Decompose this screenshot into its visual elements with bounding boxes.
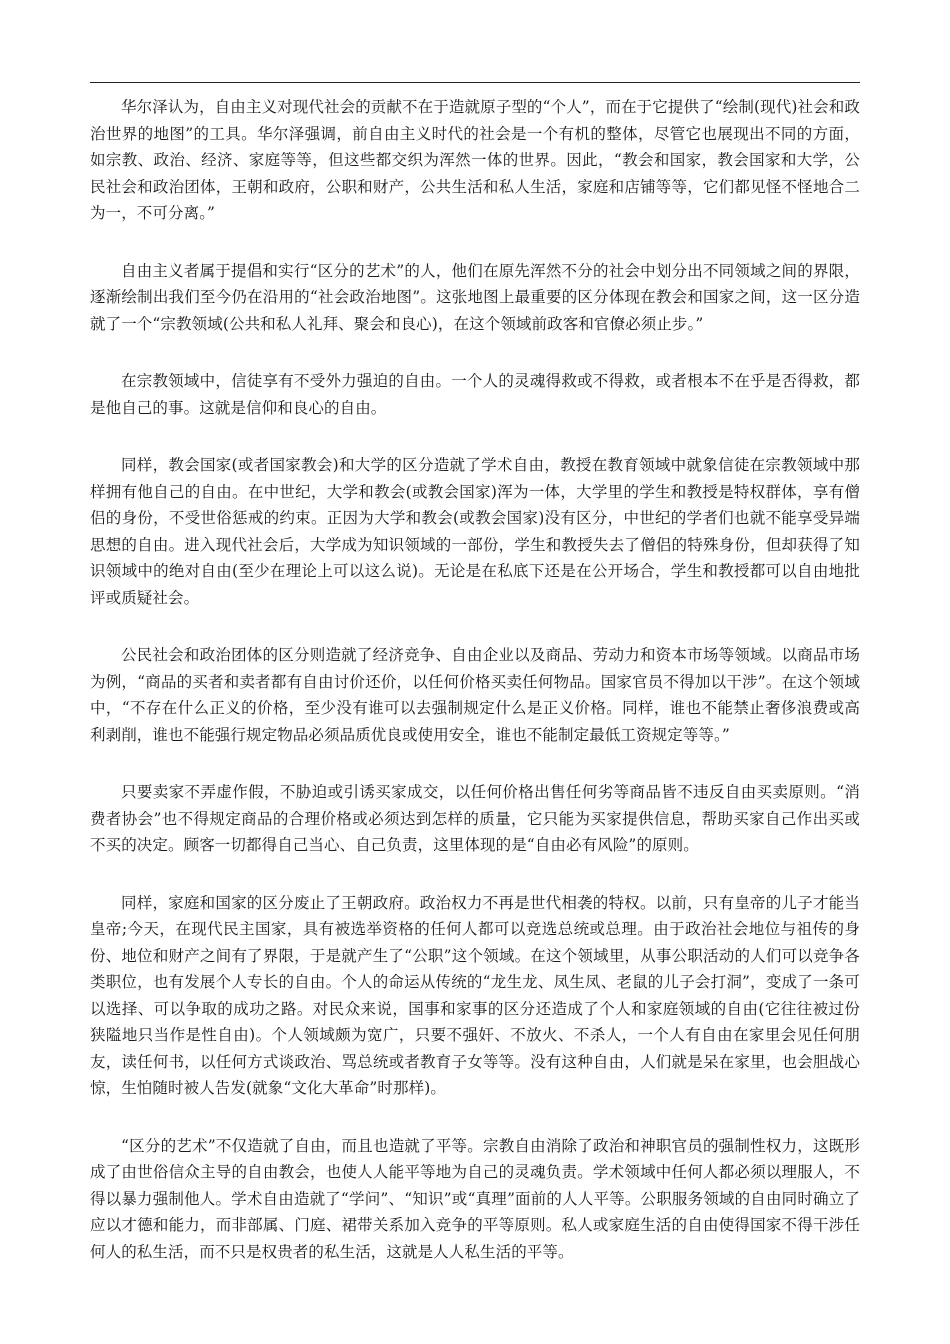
header-rule [90,82,860,83]
paragraph-4: 同样，教会国家(或者国家教会)和大学的区分造就了学术自由，教授在教育领域中就象信徒在宗教领域中那样拥有他自己的自由。在中世纪，大学和教会(或教会国家)浑为一体，大学里的学生和教授是特权群体，享有僧侣的身份，不受世俗惩戒的约束。正因为大学和教会(或教会国家)没有区分，中世纪的学者们也就不能享受异端思想的自由。进入现代社会后，大学成为知识领域的一部份，学生和教授失去了僧侣的特殊身份，但却获得了知识领域中的绝对自由(至少在理论上可以这么说)。无论是在私底下还是在公开场合，学生和教授都可以自由地批评或质疑社会。 [90,456,860,607]
paragraph-5: 公民社会和政治团体的区分则造就了经济竞争、自由企业以及商品、劳动力和资本市场等领域。以商品市场为例，“商品的买者和卖者都有自由讨价还价，以任何价格买卖任何物品。国家官员不得加以干涉”。在这个领域中，“不存在什么正义的价格，至少没有谁可以去强制规定什么是正义价格。同样，谁也不能禁止奢侈浪费或高利剥削，谁也不能强行规定物品必须品质优良或使用安全，谁也不能制定最低工资规定等等。” [90,646,860,744]
paragraph-7: 同样，家庭和国家的区分废止了王朝政府。政治权力不再是世代相袭的特权。以前，只有皇帝的儿子才能当皇帝;今天，在现代民主国家，具有被选举资格的任何人都可以竞选总统或总理。由于政治社会地位与祖传的身份、地位和财产之间有了界限，于是就产生了“公职”这个领域。在这个领域里，从事公职活动的人们可以竞争各类职位，也有发展个人专长的自由。个人的命运从传统的“龙生龙、凤生凤、老鼠的儿子会打洞”，变成了一条可以选择、可以争取的成功之路。对民众来说，国事和家事的区分还造成了个人和家庭领域的自由(它往往被过份狭隘地只当作是性自由)。个人领域颇为宽广，只要不强奸、不放火、不杀人，一个人有自由在家里会见任何朋友，读任何书，以任何方式谈政治、骂总统或者教育子女等等。没有这种自由，人们就是呆在家里，也会胆战心惊，生怕随时被人告发(就象“文化大革命”时那样)。 [90,893,860,1097]
document-body [90,94,860,1296]
paragraph-8: “区分的艺术”不仅造就了自由，而且也造就了平等。宗教自由消除了政治和神职官员的强制性权力，这既形成了由世俗信众主导的自由教会，也使人人能平等地为自己的灵魂负责。学术领域中任何人都必须以理服人，不得以暴力强制他人。学术自由造就了“学问”、“知识”或“真理”面前的人人平等。公职服务领域的自由同时确立了应以才德和能力，而非部属、门庭、裙带关系加入竞争的平等原则。私人或家庭生活的自由使得国家不得干涉任何人的私生活，而不只是权贵者的私生活，这就是人人私生活的平等。 [90,1136,860,1261]
paragraph-6: 只要卖家不弄虚作假，不胁迫或引诱买家成交，以任何价格出售任何劣等商品皆不违反自由买卖原则。“消费者协会”也不得规定商品的合理价格或必须达到怎样的质量，它只能为买家提供信息，帮助买家自己作出买或不买的决定。顾客一切都得自己当心、自己负责，这里体现的是“自由必有风险”的原则。 [90,783,860,854]
paragraph-1: 华尔泽认为，自由主义对现代社会的贡献不在于造就原子型的“个人”，而在于它提供了“绘制(现代)社会和政治世界的地图”的工具。华尔泽强调，前自由主义时代的社会是一个有机的整体，尽管它也展现出不同的方面，如宗教、政治、经济、家庭等等，但这些都交织为浑然一体的世界。因此，“教会和国家，教会国家和大学，公民社会和政治团体，王朝和政府，公职和财产，公共生活和私人生活，家庭和店铺等等，它们都见怪不怪地合二为一，不可分离。” [90,98,860,222]
paragraph-3: 在宗教领域中，信徒享有不受外力强迫的自由。一个人的灵魂得救或不得救，或者根本不在乎是否得救，都是他自己的事。这就是信仰和良心的自由。 [90,372,860,417]
paragraph-2: 自由主义者属于提倡和实行“区分的艺术”的人，他们在原先浑然不分的社会中划分出不同领域之间的界限，逐渐绘制出我们至今仍在沿用的“社会政治地图”。这张地图上最重要的区分体现在教会和国家之间，这一区分造就了一个“宗教领域(公共和私人礼拜、聚会和良心)，在这个领域前政客和官僚必须止步。” [90,261,860,333]
